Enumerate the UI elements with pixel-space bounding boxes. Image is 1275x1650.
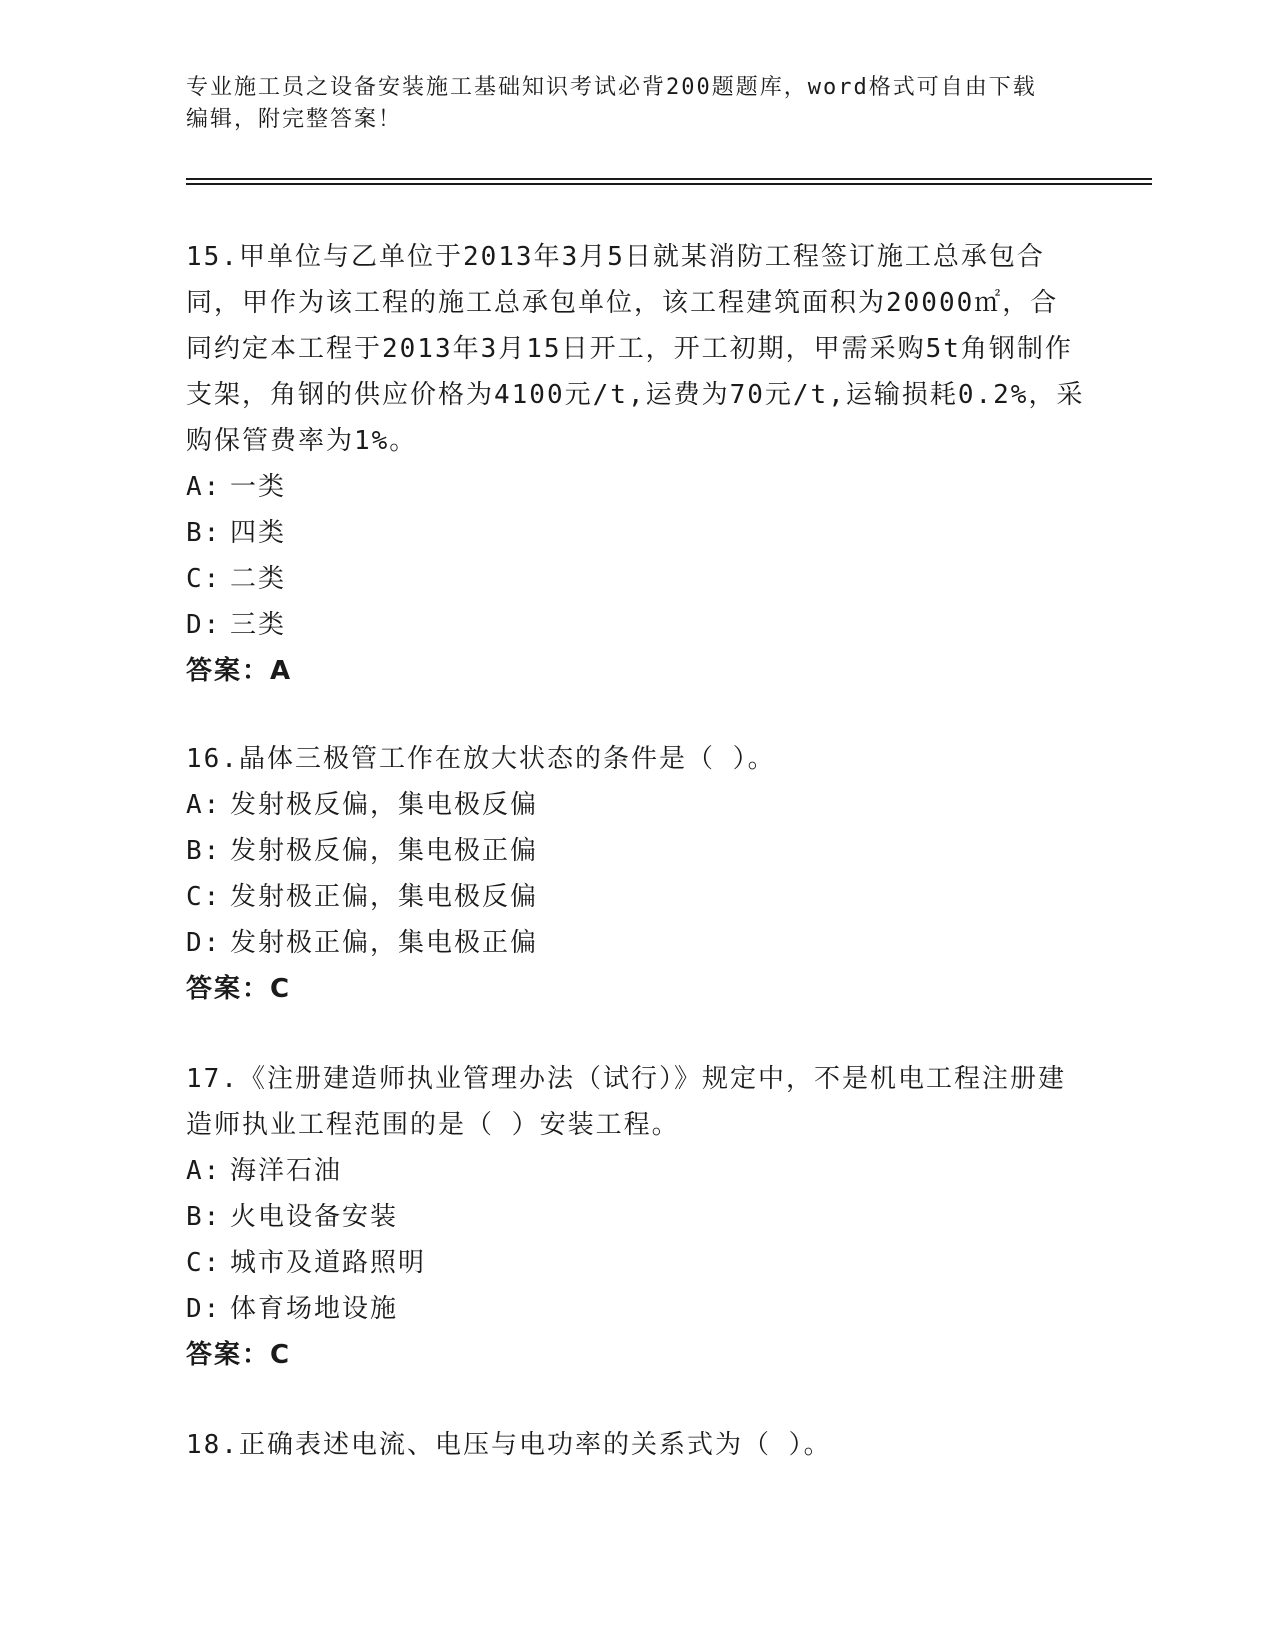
option-a [186, 782, 1086, 828]
option-key: B: [186, 518, 222, 548]
question-text: 16.晶体三极管工作在放大状态的条件是（ ）。 [186, 744, 776, 774]
option-d [186, 602, 1086, 648]
option-c [186, 556, 1086, 602]
question-16 [186, 736, 1086, 1012]
option-key: D: [186, 1294, 222, 1324]
option-key: A: [186, 1156, 222, 1186]
option-c [186, 1240, 1086, 1286]
option-text: 一类 [230, 472, 287, 502]
option-key: A: [186, 790, 222, 820]
option-text: 火电设备安装 [230, 1202, 399, 1232]
option-text: 城市及道路照明 [230, 1248, 427, 1278]
option-key: D: [186, 928, 222, 958]
header-divider-bottom [186, 183, 1152, 185]
option-text: 体育场地设施 [230, 1294, 399, 1324]
option-text: 发射极正偏，集电极正偏 [230, 928, 539, 958]
option-text: 二类 [230, 564, 287, 594]
option-b [186, 1194, 1086, 1240]
option-d [186, 920, 1086, 966]
question-text: 17.《注册建造师执业管理办法（试行）》规定中，不是机电工程注册建造师执业工程范围的是（ ）安装工程。 [186, 1064, 1066, 1140]
question-17 [186, 1056, 1086, 1378]
option-text: 发射极反偏，集电极反偏 [230, 790, 539, 820]
option-list [186, 782, 1086, 966]
option-text: 三类 [230, 610, 287, 640]
option-text: 发射极正偏，集电极反偏 [230, 882, 539, 912]
header-line-2: 编辑，附完整答案！ [186, 107, 403, 132]
option-key: A: [186, 472, 222, 502]
header-line-1: 专业施工员之设备安装施工基础知识考试必背200题题库，word格式可自由下载 [186, 75, 1037, 100]
header-divider-top [186, 178, 1152, 180]
option-key: D: [186, 610, 222, 640]
question-text: 18.正确表述电流、电压与电功率的关系式为（ ）。 [186, 1430, 832, 1460]
option-key: C: [186, 1248, 222, 1278]
option-key: C: [186, 564, 222, 594]
answer-label: 答案：C [186, 974, 292, 1004]
option-a [186, 1148, 1086, 1194]
answer-label: 答案：C [186, 1340, 292, 1370]
answer-label: 答案：A [186, 656, 293, 686]
option-key: C: [186, 882, 222, 912]
option-text: 发射极反偏，集电极正偏 [230, 836, 539, 866]
document-header [186, 72, 1066, 136]
question-text: 15.甲单位与乙单位于2013年3月5日就某消防工程签订施工总承包合同，甲作为该工程的施工总承包单位，该工程建筑面积为20000㎡，合同约定本工程于2013年3月15日开工，开工初期，甲需采购5t角钢制作支架，角钢的供应价格为4100元/t,运费为70元/t,运输损耗0.2%，采购保管费率为1%。 [186, 242, 1085, 456]
option-key: B: [186, 1202, 222, 1232]
option-text: 海洋石油 [230, 1156, 343, 1186]
option-a [186, 464, 1086, 510]
option-c [186, 874, 1086, 920]
option-text: 四类 [230, 518, 287, 548]
question-15 [186, 234, 1086, 694]
option-list [186, 464, 1086, 648]
option-b [186, 510, 1086, 556]
option-b [186, 828, 1086, 874]
question-18 [186, 1422, 1086, 1468]
option-list [186, 1148, 1086, 1332]
option-d [186, 1286, 1086, 1332]
option-key: B: [186, 836, 222, 866]
